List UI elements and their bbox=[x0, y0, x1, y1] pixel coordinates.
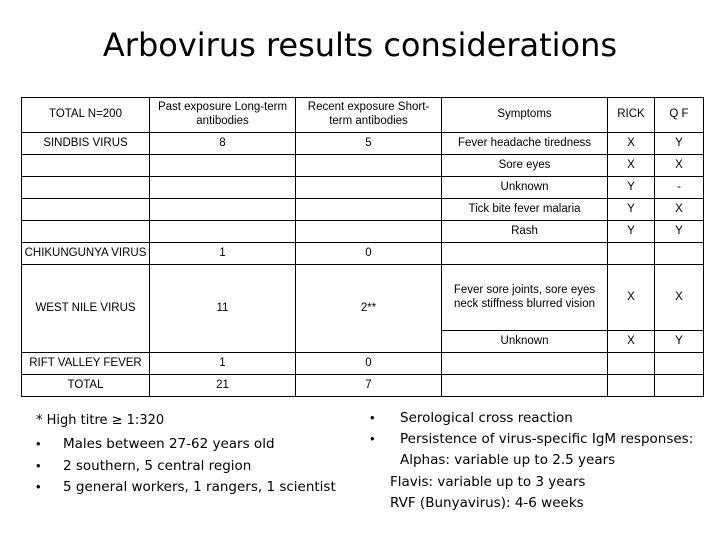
header-past-exposure: Past exposure Long-term antibodies bbox=[150, 98, 296, 133]
results-table bbox=[21, 97, 704, 397]
recent-value: 0 bbox=[296, 243, 442, 265]
empty-cell bbox=[442, 243, 608, 265]
symptom-cell: Tick bite fever malaria bbox=[442, 199, 608, 221]
rick-value: X bbox=[608, 265, 655, 331]
qf-value: Y bbox=[655, 133, 704, 155]
virus-name: WEST NILE VIRUS bbox=[22, 265, 150, 353]
table-row bbox=[22, 155, 704, 177]
rick-value: X bbox=[608, 331, 655, 353]
rick-value: X bbox=[608, 133, 655, 155]
page-title: Arbovirus results considerations bbox=[102, 26, 618, 64]
recent-value: 5 bbox=[296, 133, 442, 155]
empty-cell bbox=[608, 353, 655, 375]
qf-value: X bbox=[655, 155, 704, 177]
qf-value: Y bbox=[655, 331, 704, 353]
rick-value: Y bbox=[608, 177, 655, 199]
qf-value: Y bbox=[655, 221, 704, 243]
empty-cell bbox=[296, 199, 442, 221]
empty-cell bbox=[655, 243, 704, 265]
table-row bbox=[22, 133, 704, 155]
note-bullet: 5 general workers, 1 rangers, 1 scientist bbox=[63, 479, 336, 495]
bullet-icon: • bbox=[370, 431, 375, 446]
bullet-icon: • bbox=[36, 436, 41, 451]
empty-cell bbox=[296, 155, 442, 177]
right-subline: RVF (Bunyavirus): 4-6 weeks bbox=[390, 495, 584, 511]
symptom-cell: Unknown bbox=[442, 331, 608, 353]
total-label: TOTAL bbox=[22, 375, 150, 397]
virus-name: CHIKUNGUNYA VIRUS bbox=[22, 243, 150, 265]
empty-cell bbox=[608, 375, 655, 397]
bullet-icon: • bbox=[36, 479, 41, 494]
empty-cell bbox=[442, 375, 608, 397]
right-bullet: Serological cross reaction bbox=[400, 410, 573, 426]
past-value: 1 bbox=[150, 243, 296, 265]
qf-value: X bbox=[655, 265, 704, 331]
bullet-icon: • bbox=[36, 458, 41, 473]
symptom-cell: Sore eyes bbox=[442, 155, 608, 177]
empty-cell bbox=[22, 155, 150, 177]
virus-name: SINDBIS VIRUS bbox=[22, 133, 150, 155]
empty-cell bbox=[608, 243, 655, 265]
rick-value: Y bbox=[608, 221, 655, 243]
rick-value: Y bbox=[608, 199, 655, 221]
empty-cell bbox=[296, 221, 442, 243]
empty-cell bbox=[150, 177, 296, 199]
rick-value: X bbox=[608, 155, 655, 177]
symptom-cell: Fever sore joints, sore eyes neck stiffness blurred vision bbox=[442, 265, 608, 331]
header-symptoms: Symptoms bbox=[442, 98, 608, 133]
past-value: 11 bbox=[150, 265, 296, 353]
recent-value: 0 bbox=[296, 353, 442, 375]
qf-value: - bbox=[655, 177, 704, 199]
header-recent-exposure: Recent exposure Short-term antibodies bbox=[296, 98, 442, 133]
table-row bbox=[22, 353, 704, 375]
recent-value: 7 bbox=[296, 375, 442, 397]
empty-cell bbox=[442, 353, 608, 375]
empty-cell bbox=[22, 177, 150, 199]
empty-cell bbox=[22, 221, 150, 243]
empty-cell bbox=[150, 155, 296, 177]
past-value: 1 bbox=[150, 353, 296, 375]
header-rick: RICK bbox=[608, 98, 655, 133]
qf-value: X bbox=[655, 199, 704, 221]
table-row bbox=[22, 265, 704, 331]
note-bullet: 2 southern, 5 central region bbox=[63, 458, 252, 474]
footnote: * High titre ≥ 1:320 bbox=[36, 413, 165, 428]
symptom-cell: Rash bbox=[442, 221, 608, 243]
past-value: 21 bbox=[150, 375, 296, 397]
table-row bbox=[22, 177, 704, 199]
past-value: 8 bbox=[150, 133, 296, 155]
symptom-cell: Unknown bbox=[442, 177, 608, 199]
empty-cell bbox=[150, 221, 296, 243]
table-row bbox=[22, 375, 704, 397]
right-subline: Flavis: variable up to 3 years bbox=[390, 474, 586, 490]
bullet-icon: • bbox=[370, 410, 375, 425]
empty-cell bbox=[655, 353, 704, 375]
table-row bbox=[22, 199, 704, 221]
recent-value: 2** bbox=[296, 265, 442, 353]
virus-name: RIFT VALLEY FEVER bbox=[22, 353, 150, 375]
symptom-cell: Fever headache tiredness bbox=[442, 133, 608, 155]
header-total: TOTAL N=200 bbox=[22, 98, 150, 133]
empty-cell bbox=[296, 177, 442, 199]
empty-cell bbox=[655, 375, 704, 397]
table-row bbox=[22, 243, 704, 265]
table-header-row bbox=[22, 98, 704, 133]
right-subline: Alphas: variable up to 2.5 years bbox=[400, 452, 616, 468]
note-bullet: Males between 27-62 years old bbox=[63, 436, 275, 452]
right-bullet: Persistence of virus-specific IgM responses: bbox=[400, 431, 694, 447]
empty-cell bbox=[150, 199, 296, 221]
header-qf: Q F bbox=[655, 98, 704, 133]
empty-cell bbox=[22, 199, 150, 221]
table-row bbox=[22, 221, 704, 243]
